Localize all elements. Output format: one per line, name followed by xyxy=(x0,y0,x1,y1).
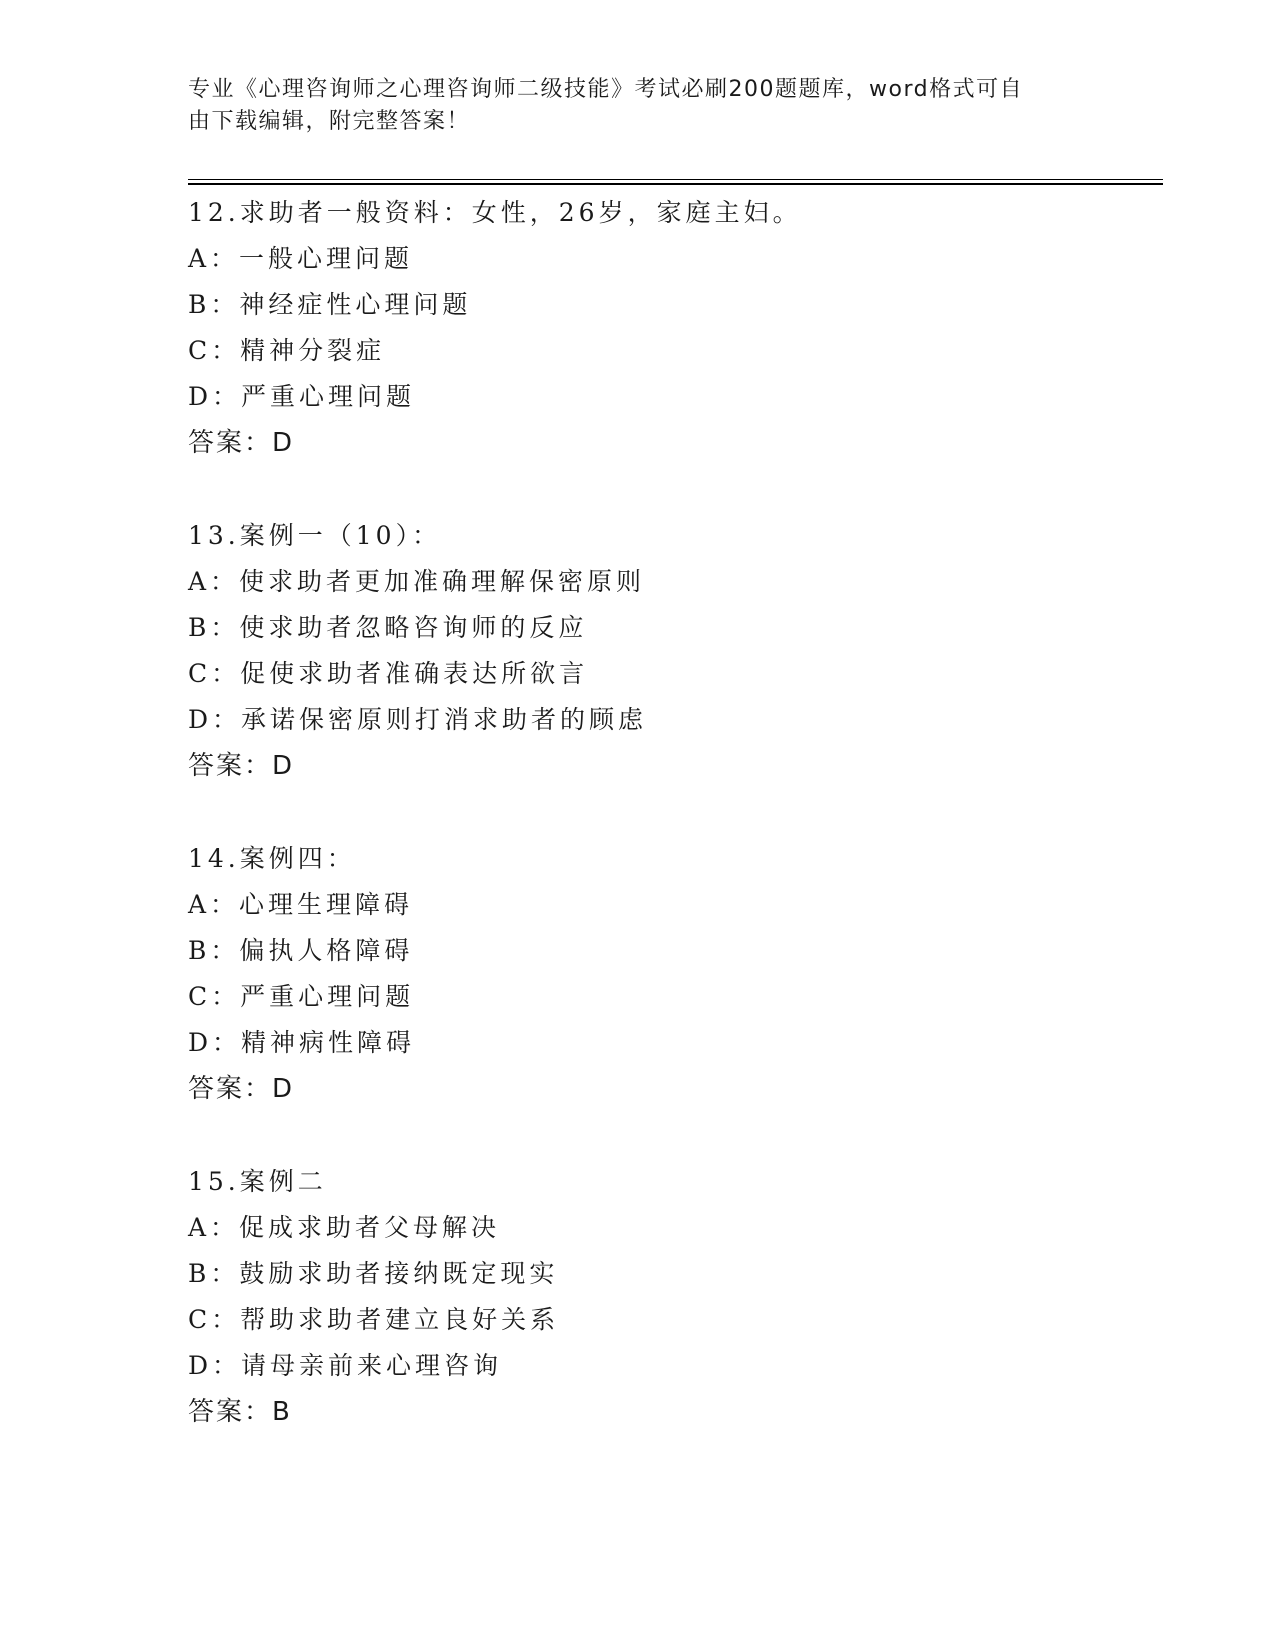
option-a: A：一般心理问题 xyxy=(188,244,414,273)
option-c: C：精神分裂症 xyxy=(188,336,386,365)
answer: 答案：D xyxy=(188,1074,295,1104)
option-b: B：偏执人格障碍 xyxy=(188,936,414,965)
answer: 答案：B xyxy=(188,1397,292,1427)
question-14 xyxy=(188,836,1148,1112)
header-line-1: 专业《心理咨询师之心理咨询师二级技能》考试必刷200题题库，word格式可自 xyxy=(188,77,1024,102)
option-b: B：鼓励求助者接纳既定现实 xyxy=(188,1259,559,1288)
header-line-2: 由下载编辑，附完整答案！ xyxy=(188,109,471,134)
option-a: A：使求助者更加准确理解保密原则 xyxy=(188,567,646,596)
option-c: C：严重心理问题 xyxy=(188,982,415,1011)
option-c: C：促使求助者准确表达所欲言 xyxy=(188,659,589,688)
header-divider-thick xyxy=(188,183,1163,185)
header-divider-thin xyxy=(188,179,1163,180)
option-d: D：承诺保密原则打消求助者的顾虑 xyxy=(188,705,648,734)
option-d: D：精神病性障碍 xyxy=(188,1028,416,1057)
document-header xyxy=(188,74,1078,138)
question-stem: 14.案例四： xyxy=(188,844,356,873)
option-b: B：神经症性心理问题 xyxy=(188,290,472,319)
question-13 xyxy=(188,513,1148,789)
option-d: D：请母亲前来心理咨询 xyxy=(188,1351,503,1380)
option-b: B：使求助者忽略咨询师的反应 xyxy=(188,613,588,642)
question-stem: 12.求助者一般资料：女性，26岁，家庭主妇。 xyxy=(188,198,802,227)
option-d: D：严重心理问题 xyxy=(188,382,416,411)
question-stem: 15.案例二 xyxy=(188,1167,327,1196)
question-15 xyxy=(188,1159,1148,1435)
answer: 答案：D xyxy=(188,428,295,458)
answer: 答案：D xyxy=(188,751,295,781)
question-12 xyxy=(188,190,1148,466)
question-stem: 13.案例一（10）： xyxy=(188,521,442,550)
option-a: A：心理生理障碍 xyxy=(188,890,414,919)
option-c: C：帮助求助者建立良好关系 xyxy=(188,1305,560,1334)
option-a: A：促成求助者父母解决 xyxy=(188,1213,501,1242)
